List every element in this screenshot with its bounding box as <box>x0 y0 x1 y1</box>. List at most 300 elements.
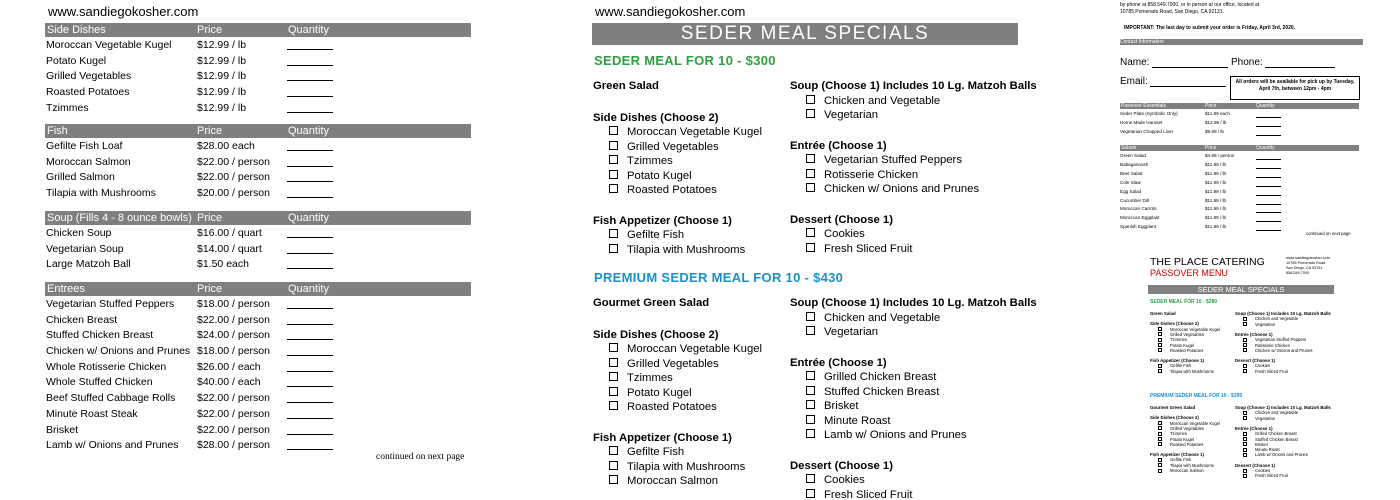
price-row <box>45 422 471 438</box>
mini-choice: Vegetarian Stuffed Peppers <box>1255 337 1307 343</box>
choice-label: Tzimmes <box>627 372 673 384</box>
mini-choice: Tilapia with Mushrooms <box>1170 368 1214 374</box>
choice-label: Vegetarian <box>824 109 879 121</box>
choice-label: Vegetarian <box>824 326 879 338</box>
mini-choice: Tzimmes <box>1170 431 1187 437</box>
continued-note: continued on next page <box>1306 231 1351 236</box>
checkbox-icon[interactable] <box>609 372 618 381</box>
mini-checkbox-icon[interactable] <box>1243 448 1247 452</box>
checkbox-icon[interactable] <box>609 184 618 193</box>
choice-label: Grilled Chicken Breast <box>824 371 937 383</box>
item-name: Moroccan Salmon <box>46 155 131 168</box>
mini-course-heading: Soup (Choose 1) Includes 10 Lg. Matzoh Balls <box>1235 311 1331 316</box>
mini-choice: Chicken w/ Onions and Prunes <box>1255 347 1313 353</box>
mini-course-heading: Side Dishes (Choose 2) <box>1150 415 1199 421</box>
mini-choice: Roasted Potatoes <box>1170 441 1204 447</box>
price-row <box>45 241 471 257</box>
item-name: Tzimmes <box>46 101 89 114</box>
choice-label: Roasted Potatoes <box>627 401 717 413</box>
mini-checkbox-icon[interactable] <box>1158 458 1162 462</box>
item-price: $16.00 / quart <box>197 227 262 239</box>
price-row <box>45 256 471 272</box>
mini-course-heading: Entrée (Choose 1) <box>1235 331 1273 337</box>
menu-choice[interactable] <box>790 429 1040 444</box>
item-price: $28.00 / person <box>197 439 270 452</box>
mini-checkbox-icon[interactable] <box>1243 338 1247 342</box>
item-price: $18.00 / person <box>197 345 270 358</box>
quantity-field[interactable] <box>287 181 333 182</box>
item-name: Whole Stuffed Chicken <box>46 376 153 389</box>
quantity-field[interactable] <box>1256 221 1281 222</box>
menu-choice[interactable] <box>790 228 1040 243</box>
choice-label: Grilled Vegetables <box>627 140 719 153</box>
mini-choice: Cookies <box>1255 468 1271 473</box>
choice-label: Roasted Potatoes <box>627 184 717 196</box>
choice-label: Fresh Sliced Fruit <box>824 242 913 255</box>
price-row <box>45 343 471 359</box>
item-name: Vegetarian Chopped Liver <box>1120 128 1174 134</box>
quantity-field[interactable] <box>287 386 333 387</box>
item-price: $12.99 / lb <box>197 86 247 99</box>
mini-checkbox-icon[interactable] <box>1158 338 1162 342</box>
checkbox-icon[interactable] <box>609 401 618 410</box>
mini-course-heading: Side Dishes (Choose 2) <box>1150 321 1199 327</box>
choice-label: Vegetarian Stuffed Peppers <box>824 154 962 166</box>
quantity-field[interactable] <box>287 80 333 81</box>
email-label: Email: <box>1120 76 1148 87</box>
quantity-field[interactable] <box>287 339 333 340</box>
menu-choice[interactable] <box>790 474 1040 489</box>
mini-checkbox-icon[interactable] <box>1158 327 1162 331</box>
brand-address: San Diego, CA 92131 <box>1286 266 1323 270</box>
mini-choice: Vegetarian <box>1255 321 1276 327</box>
quantity-field[interactable] <box>1256 212 1281 213</box>
checkbox-icon[interactable] <box>609 475 618 484</box>
item-name: Whole Rotisserie Chicken <box>46 360 167 373</box>
mini-checkbox-icon[interactable] <box>1243 348 1247 352</box>
item-price: $22.00 / person <box>197 171 270 184</box>
checkbox-icon[interactable] <box>806 109 815 118</box>
menu-choice[interactable] <box>790 154 1040 169</box>
choice-label: Moroccan Salmon <box>627 475 719 487</box>
quantity-field[interactable] <box>287 150 333 151</box>
menu-choice[interactable] <box>790 95 1040 110</box>
name-field[interactable] <box>1152 67 1228 68</box>
item-price: $11.99 / lb <box>1205 188 1227 194</box>
mini-choice: Grilled Vegetables <box>1170 331 1204 337</box>
mini-checkbox-icon[interactable] <box>1243 474 1247 478</box>
quantity-field[interactable] <box>1256 117 1281 118</box>
mini-checkbox-icon[interactable] <box>1243 469 1247 473</box>
quantity-field[interactable] <box>287 65 333 66</box>
mini-checkbox-icon[interactable] <box>1243 416 1247 420</box>
item-price: $40.00 / each <box>197 376 261 389</box>
checkbox-icon[interactable] <box>806 183 815 192</box>
brand-address: www.sandiegokosher.com <box>1286 256 1330 260</box>
checkbox-icon[interactable] <box>806 95 815 104</box>
item-name: Lamb w/ Onions and Prunes <box>46 439 179 452</box>
mini-checkbox-icon[interactable] <box>1243 369 1247 373</box>
item-name: Vegetarian Soup <box>46 242 124 255</box>
course-heading: Dessert (Choose 1) <box>790 213 893 226</box>
contact-header: Contact Information <box>1120 39 1363 45</box>
mini-checkbox-icon[interactable] <box>1243 364 1247 368</box>
quantity-field[interactable] <box>1256 195 1281 196</box>
price-row <box>45 296 471 312</box>
quantity-field[interactable] <box>287 268 333 269</box>
mini-choice: Rotisserie Chicken <box>1255 342 1290 348</box>
choice-label: Stuffed Chicken Breast <box>824 385 940 398</box>
quantity-field[interactable] <box>287 324 333 325</box>
item-name: Beet Salad <box>1120 170 1143 176</box>
item-price: $18.00 / person <box>197 298 270 310</box>
mini-course-heading: Dessert (Choose 1) <box>1235 462 1276 468</box>
quantity-field[interactable] <box>287 253 333 254</box>
price-list-page <box>0 0 560 500</box>
item-name: Roasted Potatoes <box>46 86 130 99</box>
checkbox-icon[interactable] <box>609 244 618 253</box>
mini-checkbox-icon[interactable] <box>1243 343 1247 347</box>
quantity-field[interactable] <box>287 237 333 238</box>
checkbox-icon[interactable] <box>609 358 618 367</box>
choice-label: Tilapia with Mushrooms <box>627 460 746 473</box>
quantity-field[interactable] <box>1256 186 1281 187</box>
item-price: $12.99 / lb <box>1205 119 1227 125</box>
item-name: Grilled Salmon <box>46 171 115 184</box>
item-name: Home Made Haroset <box>1120 119 1163 125</box>
mini-checkbox-icon[interactable] <box>1158 426 1162 430</box>
quantity-field[interactable] <box>287 418 333 419</box>
mini-choice: Gefilte Fish <box>1170 457 1192 463</box>
quantity-field[interactable] <box>287 355 333 356</box>
choice-label: Chicken and Vegetable <box>824 94 941 107</box>
mini-checkbox-icon[interactable] <box>1158 332 1162 336</box>
menu-choice[interactable] <box>790 243 1040 258</box>
item-price: $12.99 / lb <box>197 101 247 114</box>
menu-choice[interactable] <box>790 312 1040 327</box>
price-row <box>45 154 471 170</box>
checkbox-icon[interactable] <box>609 170 618 179</box>
course-heading: Green Salad <box>593 80 659 92</box>
choice-label: Gefilte Fish <box>627 229 685 241</box>
item-name: Minute Roast Steak <box>46 407 138 420</box>
mini-choice: Moroccan Vegetable Kugel <box>1170 420 1221 426</box>
checkbox-icon[interactable] <box>806 400 815 409</box>
menu-choice[interactable] <box>790 326 1040 341</box>
mini-meal-title: PREMIUM SEDER MEAL FOR 10 - $395 <box>1150 393 1243 399</box>
quantity-field[interactable] <box>1256 135 1281 136</box>
menu-choice[interactable] <box>790 183 1040 198</box>
choice-label: Cookies <box>824 474 865 486</box>
mini-choice: Chicken and Vegetable <box>1255 316 1299 322</box>
table-header <box>1120 145 1359 151</box>
item-name: Tilapia with Mushrooms <box>46 187 156 200</box>
item-name: Gefilte Fish Loaf <box>46 140 123 152</box>
choice-label: Fresh Sliced Fruit <box>824 488 913 500</box>
quantity-field[interactable] <box>287 308 333 309</box>
item-name: Moroccan Carrots <box>1120 206 1157 212</box>
price-row <box>45 225 471 241</box>
mini-checkbox-icon[interactable] <box>1158 421 1162 425</box>
checkbox-icon[interactable] <box>609 229 618 238</box>
item-price: $22.00 / person <box>197 155 270 168</box>
item-name: Egg Salad <box>1120 188 1142 194</box>
item-name: Babaganoush <box>1120 161 1149 167</box>
item-price: $12.99 / lb <box>197 54 247 67</box>
section-header <box>45 23 471 37</box>
mini-course-heading: Fish Appetizer (Choose 1) <box>1150 452 1204 458</box>
page-url: www.sandiegokosher.com <box>48 4 199 19</box>
table-title: Salads <box>1121 145 1137 151</box>
mini-choice: Lamb w/ Onions and Prunes <box>1255 452 1308 458</box>
choice-label: Chicken w/ Onions and Prunes <box>824 183 980 195</box>
checkbox-icon[interactable] <box>806 489 815 498</box>
checkbox-icon[interactable] <box>806 429 815 438</box>
mini-course-heading: Entrée (Choose 1) <box>1235 425 1273 431</box>
choice-label: Potato Kugel <box>627 386 692 399</box>
choice-label: Lamb w/ Onions and Prunes <box>824 429 967 441</box>
quantity-header: Quantity <box>1256 145 1275 151</box>
checkbox-icon[interactable] <box>806 371 815 380</box>
item-price: $11.99 each <box>1205 111 1230 116</box>
mini-choice: Grilled Vegetables <box>1170 425 1204 431</box>
mini-course-heading: Fish Appetizer (Choose 1) <box>1150 358 1204 364</box>
choice-label: Rotisserie Chicken <box>824 168 919 181</box>
section-header <box>45 124 471 138</box>
menu-choice[interactable] <box>790 386 1040 401</box>
checkbox-icon[interactable] <box>806 243 815 252</box>
quantity-field[interactable] <box>1256 230 1281 231</box>
mini-choice: Moroccan Salmon <box>1170 468 1204 473</box>
brand-subtitle: PASSOVER MENU <box>1150 268 1228 278</box>
item-price: $26.00 / each <box>197 360 261 373</box>
menu-section <box>45 282 471 453</box>
section-title: Entrees <box>47 283 85 295</box>
quantity-field[interactable] <box>287 96 333 97</box>
item-price: $22.00 / person <box>197 313 270 326</box>
item-price: $11.99 / lb <box>1205 161 1227 167</box>
choice-label: Gefilte Fish <box>627 446 685 458</box>
checkbox-icon[interactable] <box>609 446 618 455</box>
course-heading: Gourmet Green Salad <box>593 297 710 309</box>
brand-address: 10785 Pomerado Road <box>1286 261 1326 265</box>
mini-banner: SEDER MEAL SPECIALS <box>1148 285 1334 294</box>
mini-checkbox-icon[interactable] <box>1158 463 1162 467</box>
mini-checkbox-icon[interactable] <box>1243 317 1247 321</box>
checkbox-icon[interactable] <box>806 326 815 335</box>
name-label: Name: <box>1120 57 1150 68</box>
deadline-note: IMPORTANT: The last day to submit your order is Friday, April 3rd, 2020. <box>1124 25 1296 31</box>
checkbox-icon[interactable] <box>806 312 815 321</box>
price-row <box>45 37 471 53</box>
quantity-field[interactable] <box>287 402 333 403</box>
course-heading: Soup (Choose 1) Includes 10 Lg. Matzoh Balls <box>790 297 1037 309</box>
price-row <box>45 185 471 201</box>
phone-label: Phone: <box>1231 57 1263 68</box>
price-header: Price <box>1205 145 1217 151</box>
mini-choice: Potato Kugel <box>1170 436 1194 442</box>
mini-choice: Vegetarian <box>1255 415 1276 421</box>
mini-checkbox-icon[interactable] <box>1158 348 1162 352</box>
mini-checkbox-icon[interactable] <box>1243 411 1247 415</box>
item-price: $11.99 / lb <box>1205 224 1227 230</box>
checkbox-icon[interactable] <box>609 126 618 135</box>
price-header: Price <box>1205 103 1217 109</box>
brand-title: THE PLACE CATERING <box>1150 256 1265 268</box>
quantity-field[interactable] <box>287 434 333 435</box>
course-heading: Entrée (Choose 1) <box>790 139 887 152</box>
intro-line: 10785 Pomerado Road, San Diego, CA 92131. <box>1120 9 1224 15</box>
section-title: Side Dishes <box>47 24 106 36</box>
item-name: Moroccan Vegetable Kugel <box>46 39 172 51</box>
seder-specials-banner: SEDER MEAL SPECIALS <box>592 23 1018 45</box>
course-heading: Side Dishes (Choose 2) <box>593 328 719 341</box>
item-price: $11.99 / lb <box>1205 197 1227 203</box>
quantity-header: Quantity <box>288 212 329 224</box>
mini-checkbox-icon[interactable] <box>1243 453 1247 457</box>
item-name: Green Salad <box>1120 153 1146 158</box>
item-price: $22.00 / person <box>197 423 270 436</box>
price-header: Price <box>197 24 223 36</box>
section-title: Soup (Fills 4 - 8 ounce bowls) <box>47 212 192 224</box>
course-heading: Side Dishes (Choose 2) <box>593 111 719 124</box>
mini-choice: Stuffed Chicken Breast <box>1255 436 1298 442</box>
price-header: Price <box>197 283 223 295</box>
quantity-field[interactable] <box>1256 126 1281 127</box>
mini-checkbox-icon[interactable] <box>1158 442 1162 446</box>
menu-choice[interactable] <box>790 400 1040 415</box>
quantity-header: Quantity <box>288 283 329 295</box>
meal-package-title: SEDER MEAL FOR 10 - $300 <box>594 53 776 68</box>
price-row <box>45 359 471 375</box>
mini-choice: Fresh Sliced Fruit <box>1255 473 1288 479</box>
checkbox-icon[interactable] <box>806 154 815 163</box>
item-price: $24.00 / person <box>197 329 270 342</box>
menu-section <box>45 211 471 272</box>
checkbox-icon[interactable] <box>806 415 815 424</box>
checkbox-icon[interactable] <box>609 343 618 352</box>
quantity-field[interactable] <box>1256 177 1281 178</box>
mini-choice: Tzimmes <box>1170 337 1187 343</box>
email-field[interactable] <box>1150 86 1226 87</box>
quantity-field[interactable] <box>287 166 333 167</box>
quantity-field[interactable] <box>287 371 333 372</box>
checkbox-icon[interactable] <box>806 169 815 178</box>
mini-choice: Chicken and Vegetable <box>1255 410 1299 416</box>
item-price: $11.99 / lb <box>1205 215 1227 221</box>
item-name: Brisket <box>46 423 79 436</box>
menu-choice[interactable] <box>790 489 1040 500</box>
menu-section <box>45 23 471 115</box>
quantity-field[interactable] <box>287 197 333 198</box>
checkbox-icon[interactable] <box>806 386 815 395</box>
item-name: Moroccan Eggplant <box>1120 215 1160 221</box>
choice-label: Minute Roast <box>824 414 891 427</box>
quantity-header: Quantity <box>1256 103 1275 109</box>
mini-checkbox-icon[interactable] <box>1158 437 1162 441</box>
mini-choice: Brisket <box>1255 441 1268 447</box>
price-row <box>45 100 471 116</box>
meal-package-title: PREMIUM SEDER MEAL FOR 10 - $430 <box>594 270 844 285</box>
quantity-field[interactable] <box>287 112 333 113</box>
quantity-field[interactable] <box>1256 168 1281 169</box>
checkbox-icon[interactable] <box>609 155 618 164</box>
course-heading: Soup (Choose 1) Includes 10 Lg. Matzoh Balls <box>790 80 1037 92</box>
checkbox-icon[interactable] <box>806 228 815 237</box>
mini-checkbox-icon[interactable] <box>1158 364 1162 368</box>
mini-choice: Moroccan Vegetable Kugel <box>1170 326 1221 332</box>
item-name: Chicken w/ Onions and Prunes <box>46 345 191 358</box>
item-price: $11.99 / lb <box>1205 170 1227 176</box>
menu-choice[interactable] <box>790 169 1040 184</box>
item-price: $22.00 / person <box>197 407 270 420</box>
mini-checkbox-icon[interactable] <box>1158 469 1162 473</box>
mini-checkbox-icon[interactable] <box>1158 432 1162 436</box>
choice-label: Cookies <box>824 228 865 240</box>
price-row <box>45 406 471 422</box>
choice-label: Brisket <box>824 400 859 412</box>
mini-choice: Grilled Chicken Breast <box>1255 431 1297 437</box>
order-form-thumbnail <box>1100 0 1400 500</box>
mini-choice: Cookies <box>1255 363 1271 369</box>
checkbox-icon[interactable] <box>609 141 618 150</box>
mini-choice: Roasted Potatoes <box>1170 347 1204 353</box>
item-name: Large Matzoh Ball <box>46 258 131 271</box>
intro-line: by phone at 858.549.7000, or in person at our office, located at <box>1120 2 1260 8</box>
mini-checkbox-icon[interactable] <box>1243 442 1247 446</box>
price-header: Price <box>197 125 223 137</box>
item-price: $11.99 / lb <box>1205 206 1227 212</box>
menu-choice[interactable] <box>790 109 1040 124</box>
menu-choice[interactable] <box>790 415 1040 430</box>
menu-choice[interactable] <box>790 371 1040 386</box>
mini-course-heading: Gourmet Green Salad <box>1150 405 1196 410</box>
price-row <box>45 374 471 390</box>
price-row <box>45 84 471 100</box>
item-name: Spanish Eggplant <box>1120 224 1157 230</box>
price-row <box>45 327 471 343</box>
course-heading: Entrée (Choose 1) <box>790 356 887 369</box>
choice-label: Potato Kugel <box>627 169 692 182</box>
phone-field[interactable] <box>1265 67 1335 68</box>
mini-checkbox-icon[interactable] <box>1158 369 1162 373</box>
mini-checkbox-icon[interactable] <box>1243 322 1247 326</box>
pickup-note: All orders will be available for pick up by Tuesday, April 7th, between 12pm - 4pm <box>1230 76 1360 100</box>
mini-checkbox-icon[interactable] <box>1158 343 1162 347</box>
price-row <box>45 312 471 328</box>
item-name: Cucumber Dill <box>1120 197 1149 203</box>
item-price: $11.99 / lb <box>1205 179 1227 185</box>
checkbox-icon[interactable] <box>806 474 815 483</box>
item-price: $4.99 / person <box>1205 153 1235 158</box>
mini-checkbox-icon[interactable] <box>1243 437 1247 441</box>
quantity-field[interactable] <box>1256 204 1281 205</box>
item-name: Grilled Vegetables <box>46 70 132 83</box>
item-price: $12.99 / lb <box>197 39 247 51</box>
item-name: Potato Kugel <box>46 54 107 67</box>
quantity-field[interactable] <box>287 49 333 50</box>
checkbox-icon[interactable] <box>609 387 618 396</box>
checkbox-icon[interactable] <box>609 461 618 470</box>
meal-column-right <box>790 80 1040 257</box>
quantity-field[interactable] <box>1256 159 1281 160</box>
mini-meal-title: SEDER MEAL FOR 10 - $280 <box>1150 299 1218 305</box>
price-row <box>45 169 471 185</box>
mini-checkbox-icon[interactable] <box>1243 432 1247 436</box>
choice-label: Grilled Vegetables <box>627 357 719 370</box>
quantity-field[interactable] <box>287 449 333 450</box>
choice-label: Moroccan Vegetable Kugel <box>627 126 763 138</box>
